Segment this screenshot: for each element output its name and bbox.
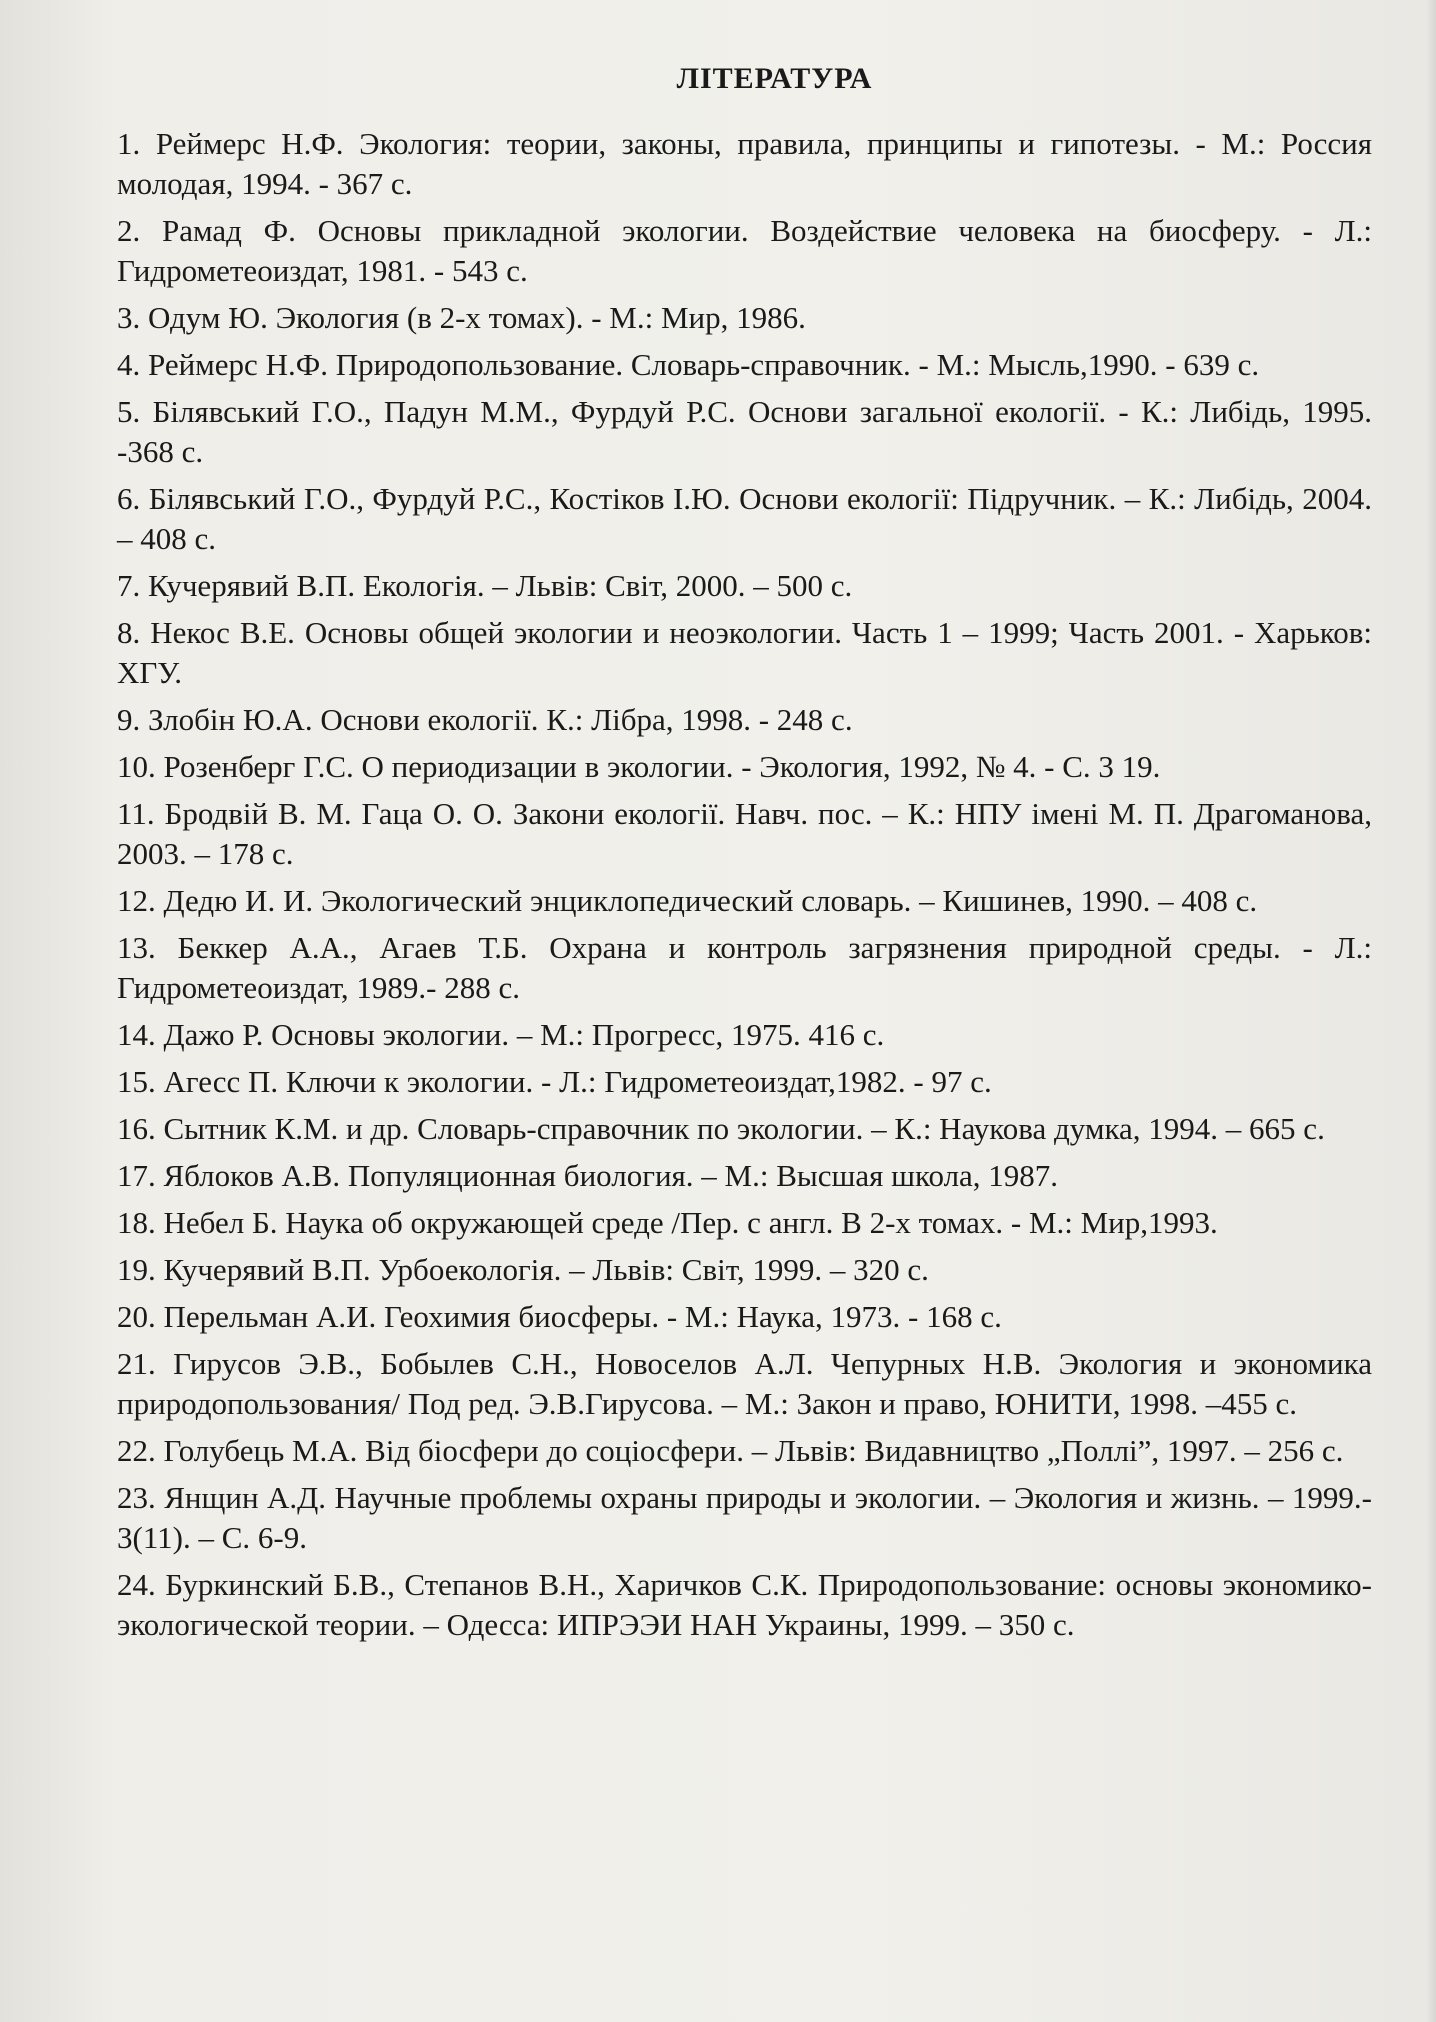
reference-number: 17.	[117, 1158, 156, 1193]
list-item	[117, 1565, 1372, 1645]
reference-text: Небел Б. Наука об окружающей среде /Пер. с англ. В 2-х томах. - М.: Мир,1993.	[163, 1205, 1218, 1240]
list-item	[117, 1431, 1372, 1471]
list-item	[117, 1203, 1372, 1243]
reference-text: Одум Ю. Экология (в 2-х томах). - М.: Мир, 1986.	[148, 300, 806, 335]
reference-number: 20.	[117, 1299, 156, 1334]
reference-text: Дедю И. И. Экологический энциклопедический словарь. – Кишинев, 1990. – 408 с.	[163, 883, 1258, 918]
reference-text: Бродвій В. М. Гаца О. О. Закони екології. Навч. пос. – К.: НПУ імені М. П. Драгоманова, 2003. – 178 с.	[117, 796, 1372, 871]
reference-text: Злобін Ю.А. Основи екології. К.: Лібра, 1998. - 248 с.	[148, 702, 853, 737]
reference-number: 14.	[117, 1017, 156, 1052]
list-item	[117, 566, 1372, 606]
reference-number: 5.	[117, 394, 141, 429]
reference-number: 6.	[117, 481, 141, 516]
reference-number: 13.	[117, 930, 156, 965]
list-item	[117, 1109, 1372, 1149]
list-item	[117, 928, 1372, 1008]
list-item	[117, 345, 1372, 385]
reference-number: 19.	[117, 1252, 156, 1287]
list-item	[117, 1250, 1372, 1290]
reference-number: 21.	[117, 1346, 156, 1381]
list-item	[117, 392, 1372, 472]
reference-number: 23.	[117, 1480, 156, 1515]
reference-text: Беккер А.А., Агаев Т.Б. Охрана и контроль загрязнения природной среды. - Л.: Гидрометеоиздат, 1989.- 288 с.	[117, 930, 1373, 1005]
reference-text: Яблоков А.В. Популяционная биология. – М.: Высшая школа, 1987.	[163, 1158, 1059, 1193]
list-item	[117, 1297, 1372, 1337]
reference-text: Білявський Г.О., Фурдуй Р.С., Костіков І.Ю. Основи екології: Підручник. – К.: Либідь, 2004. – 408 с.	[117, 481, 1372, 556]
reference-number: 10.	[117, 749, 156, 784]
list-item	[117, 794, 1372, 874]
reference-text: Кучерявий В.П. Урбоекологія. – Львів: Світ, 1999. – 320 с.	[163, 1252, 929, 1287]
page-title: ЛІТЕРАТУРА	[676, 62, 873, 95]
reference-number: 15.	[117, 1064, 156, 1099]
reference-text: Рамад Ф. Основы прикладной экологии. Воздействие человека на биосферу. - Л.: Гидрометеоиздат, 1981. - 543 с.	[117, 213, 1372, 288]
reference-text: Реймерс Н.Ф. Экология: теории, законы, правила, принципы и гипотезы. - М.: Россия молодая, 1994. - 367 с.	[117, 126, 1373, 201]
reference-text: Білявський Г.О., Падун М.М., Фурдуй Р.С. Основи загальної екології. - К.: Либідь, 1995. -368 с.	[117, 394, 1373, 469]
reference-text: Дажо Р. Основы экологии. – М.: Прогресс, 1975. 416 с.	[163, 1017, 885, 1052]
reference-number: 2.	[117, 213, 141, 248]
reference-number: 18.	[117, 1205, 156, 1240]
list-item	[117, 1478, 1372, 1558]
list-item	[117, 298, 1372, 338]
reference-text: Перельман А.И. Геохимия биосферы. - М.: Наука, 1973. - 168 с.	[163, 1299, 1002, 1334]
reference-number: 3.	[117, 300, 141, 335]
reference-number: 11.	[117, 796, 155, 831]
reference-text: Голубець М.А. Від біосфери до соціосфери. – Львів: Видавництво „Поллі”, 1997. – 256 с.	[163, 1433, 1344, 1468]
list-item	[117, 1156, 1372, 1196]
reference-number: 1.	[117, 126, 141, 161]
reference-list	[117, 124, 1372, 1645]
reference-text: Розенберг Г.С. О периодизации в экологии. - Экология, 1992, № 4. - С. 3 19.	[163, 749, 1161, 784]
reference-text: Гирусов Э.В., Бобылев С.Н., Новоселов А.Л. Чепурных Н.В. Экология и экономика природопользования/ Под ред. Э.В.Гирусова. – М.: Закон и право, ЮНИТИ, 1998. –455 с.	[117, 1346, 1372, 1421]
list-item	[117, 700, 1372, 740]
reference-number: 24.	[117, 1567, 156, 1602]
reference-number: 8.	[117, 615, 141, 650]
list-item	[117, 1015, 1372, 1055]
reference-number: 22.	[117, 1433, 156, 1468]
reference-number: 7.	[117, 568, 141, 603]
reference-text: Некос В.Е. Основы общей экологии и неоэкологии. Часть 1 – 1999; Часть 2001. - Харьков: ХГУ.	[117, 615, 1372, 690]
reference-number: 4.	[117, 347, 141, 382]
list-item	[117, 479, 1372, 559]
reference-text: Агесс П. Ключи к экологии. - Л.: Гидрометеоиздат,1982. - 97 с.	[163, 1064, 992, 1099]
list-item	[117, 124, 1372, 204]
list-item	[117, 211, 1372, 291]
scan-shadow-edge	[1426, 0, 1436, 2022]
reference-text: Сытник К.М. и др. Словарь-справочник по экологии. – К.: Наукова думка, 1994. – 665 с.	[163, 1111, 1325, 1146]
reference-text: Реймерс Н.Ф. Природопользование. Словарь-справочник. - М.: Мысль,1990. - 639 с.	[148, 347, 1260, 382]
list-item	[117, 881, 1372, 921]
reference-text: Янщин А.Д. Научные проблемы охраны природы и экологии. – Экология и жизнь. – 1999.- 3(11). – С. 6-9.	[117, 1480, 1373, 1555]
reference-text: Кучерявий В.П. Екологія. – Львів: Світ, 2000. – 500 с.	[148, 568, 853, 603]
list-item	[117, 613, 1372, 693]
reference-text: Буркинский Б.В., Степанов В.Н., Харичков С.К. Природопользование: основы экономико-экологической теории. – Одесса: ИПРЭЭИ НАН Украины, 1999. – 350 с.	[117, 1567, 1372, 1642]
list-item	[117, 1344, 1372, 1424]
list-item	[117, 747, 1372, 787]
list-item	[117, 1062, 1372, 1102]
reference-number: 16.	[117, 1111, 156, 1146]
reference-number: 9.	[117, 702, 141, 737]
reference-number: 12.	[117, 883, 156, 918]
